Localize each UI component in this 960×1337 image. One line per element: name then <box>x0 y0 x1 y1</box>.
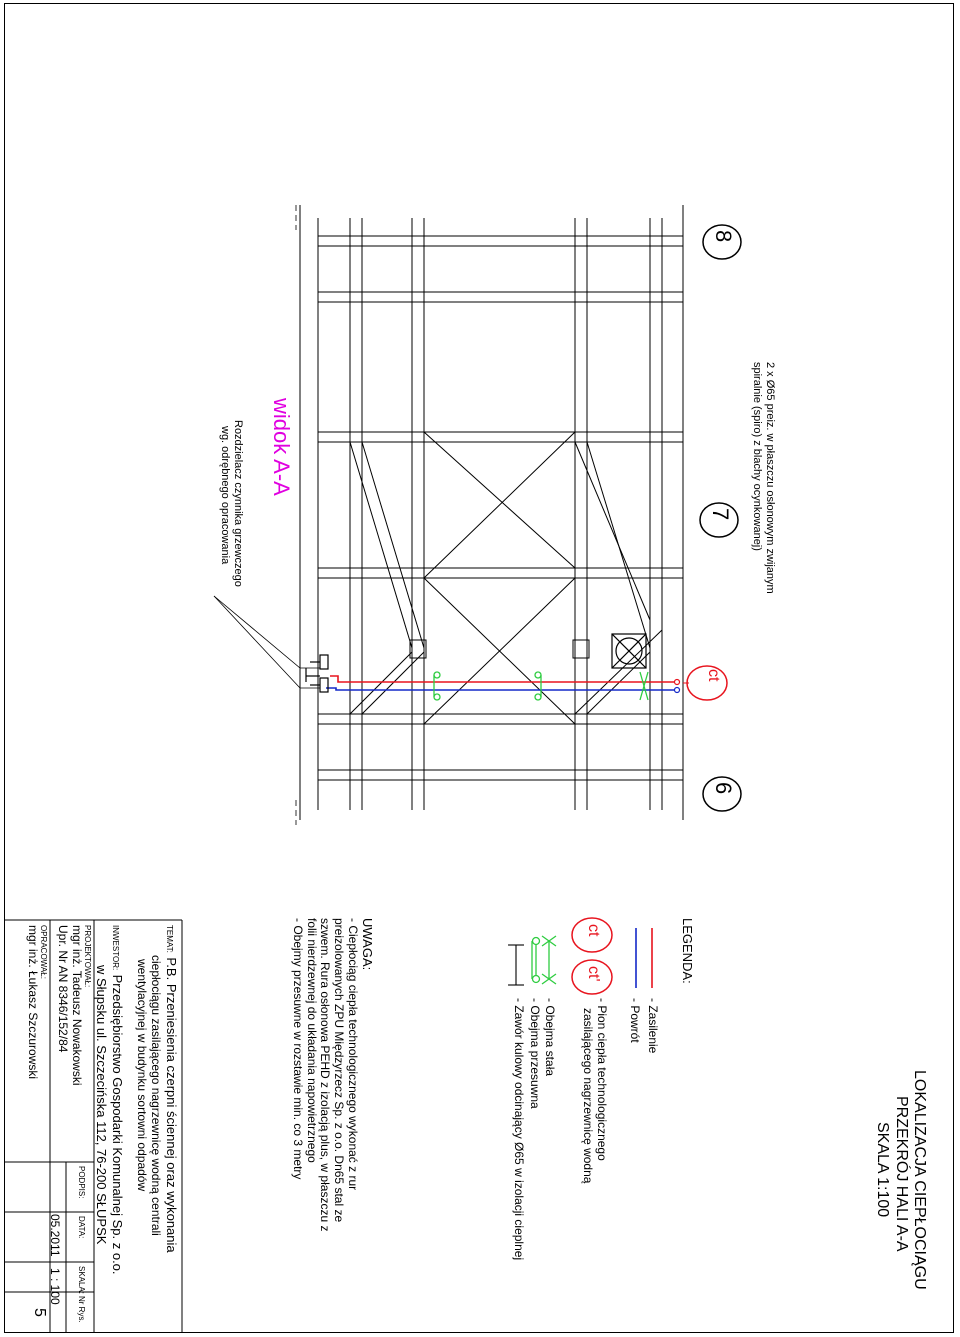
designer-license: Upr. Nr AN 8346/152/84 <box>56 925 71 1053</box>
investor-line-1: Przedsiębiorstwo Gospodarki Komunalnej Sp. z o.o. <box>110 974 125 1275</box>
axis-label-7 <box>708 508 733 520</box>
prepared-block <box>25 925 48 1079</box>
title-line-2: PRZEKRÓJ HALI A-A <box>892 1096 910 1252</box>
date-value <box>46 1214 64 1257</box>
date-label: DATA: <box>77 1216 86 1239</box>
view-title <box>269 398 294 496</box>
legend-valve-text: - Zawór kulowy odcinający Ø65 w izolacji cieplnej <box>512 998 526 1261</box>
note-line-1: - Ciepłociąg ciepła technologicznego wykonać z rur <box>346 918 361 1191</box>
legend-riser <box>580 998 608 1183</box>
axis-7-text: 7 <box>708 508 733 521</box>
investor-line-2: w Słupsku ul. Szczecińska 112, 76-200 SŁUPSK <box>93 965 109 1245</box>
legend-supply-text: - Zasilenie <box>646 998 660 1054</box>
distributor-icon <box>306 655 328 692</box>
riser-tag <box>704 669 722 681</box>
legend-heading-text: LEGENDA: <box>680 918 695 984</box>
notes-heading: UWAGA: <box>360 918 375 971</box>
distributor-note-line-2: wg. odrębnego opracowania <box>219 426 232 565</box>
title-line-1: LOKALIZACJA CIEPŁOCIĄGU <box>911 1070 928 1290</box>
legend-sliding-clamp <box>526 998 544 1109</box>
sheet-value-text: 5 <box>31 1308 48 1317</box>
note-line-4: folii nierdzewnej do układania napowietrznego <box>304 918 319 1163</box>
designer-label: PROJEKTOWAŁ: <box>83 925 92 988</box>
riser-tag-text: ct <box>705 669 722 682</box>
pipe-note-line-2: spiralnie (spiro) z blachy ocynkowanej) <box>751 362 764 551</box>
legend-riser-line-2: zasilającego nagrzewnicę wodną <box>581 1008 596 1184</box>
investor-label: INWESTOR: <box>111 925 120 971</box>
topic-label: TEMAT: <box>165 925 174 953</box>
axis-6-text: 6 <box>711 782 736 795</box>
sheet-header <box>74 1296 92 1323</box>
sign-label: PODPIS: <box>77 1166 86 1199</box>
legend-riser-symbol-1 <box>584 924 602 936</box>
pipe-note-line-1: 2 x Ø65 preiz. w płaszczu osłonowym zwijanym <box>764 362 776 594</box>
distributor-note-line-1: Rozdzielacz czynnika grzewczego <box>232 420 244 587</box>
legend-riser-symbol-1-text: ct <box>585 924 602 937</box>
legend-return-text: - Powrót <box>628 998 642 1043</box>
axis-label-6 <box>711 782 736 794</box>
sheet-value <box>30 1308 48 1317</box>
legend-sliding-clamp-text: - Obejma przesuwna <box>528 998 542 1109</box>
axis-8-text: 8 <box>711 230 736 243</box>
sheet-label: Nr Rys. <box>77 1296 86 1323</box>
hall-structure <box>300 205 683 820</box>
view-title-text: widok A-A <box>269 398 294 496</box>
return-pipe <box>326 688 677 690</box>
scale-value-text: 1 : 100 <box>48 1268 62 1305</box>
date-header <box>74 1216 92 1238</box>
pipe-ends <box>675 680 680 693</box>
legend-return <box>626 998 644 1043</box>
topic-line-2: ciepłociągu zasilającego nagrzewnicę wodną centrali <box>148 955 163 1236</box>
topic-line-3: wentylacyjnej w budynku sortowni odpadów <box>134 959 149 1192</box>
topic-block <box>134 925 180 1253</box>
note-line-5: - Obejmy przesuwne w rozstawie min. co 3 metry <box>290 918 305 1180</box>
date-value-text: 05.2011 <box>48 1214 62 1257</box>
legend-heading <box>678 918 696 984</box>
pipe-note <box>751 362 776 594</box>
drawing-title <box>873 1070 928 1290</box>
legend-riser-line-1: - Pion ciepła technologicznego <box>595 998 609 1161</box>
axis-label-8 <box>711 230 736 242</box>
distributor-leader <box>214 596 320 668</box>
scale-label: SKALA: <box>77 1266 86 1295</box>
legend-fixed-clamp-text: - Obejma stała <box>543 998 557 1077</box>
prepared-label: OPRACOWAŁ: <box>39 925 48 979</box>
pipe-runs <box>326 676 677 690</box>
legend-valve <box>510 998 528 1260</box>
investor-block <box>93 925 126 1275</box>
designer-name: mgr inż. Tadeusz Nowakowski <box>69 925 84 1086</box>
legend-supply <box>644 998 662 1053</box>
legend-symbols <box>508 918 652 994</box>
topic-line-1: P.B. Przeniesienia czerpni ściennej oraz wykonania <box>164 957 179 1253</box>
designer-block <box>55 925 92 1086</box>
note-line-3: szwem. Rura osłonowa PEHD z izolacją plus, w płaszczu z <box>318 918 333 1232</box>
sign-header <box>74 1166 92 1198</box>
legend-riser-symbol-2 <box>584 966 602 982</box>
distributor-note <box>219 420 244 587</box>
scale-value <box>46 1268 64 1305</box>
notes-block <box>290 918 374 1231</box>
prepared-name: mgr inż. Łukasz Szczurowski <box>25 925 40 1080</box>
title-line-3: SKALA 1:100 <box>874 1122 892 1218</box>
legend-riser-symbol-2-text: ct' <box>585 966 602 982</box>
scale-header <box>74 1266 92 1294</box>
note-line-2: preizolowanych ZPU Międzyrzecz Sp. z o.o. Dn65 stal ze <box>332 918 347 1223</box>
